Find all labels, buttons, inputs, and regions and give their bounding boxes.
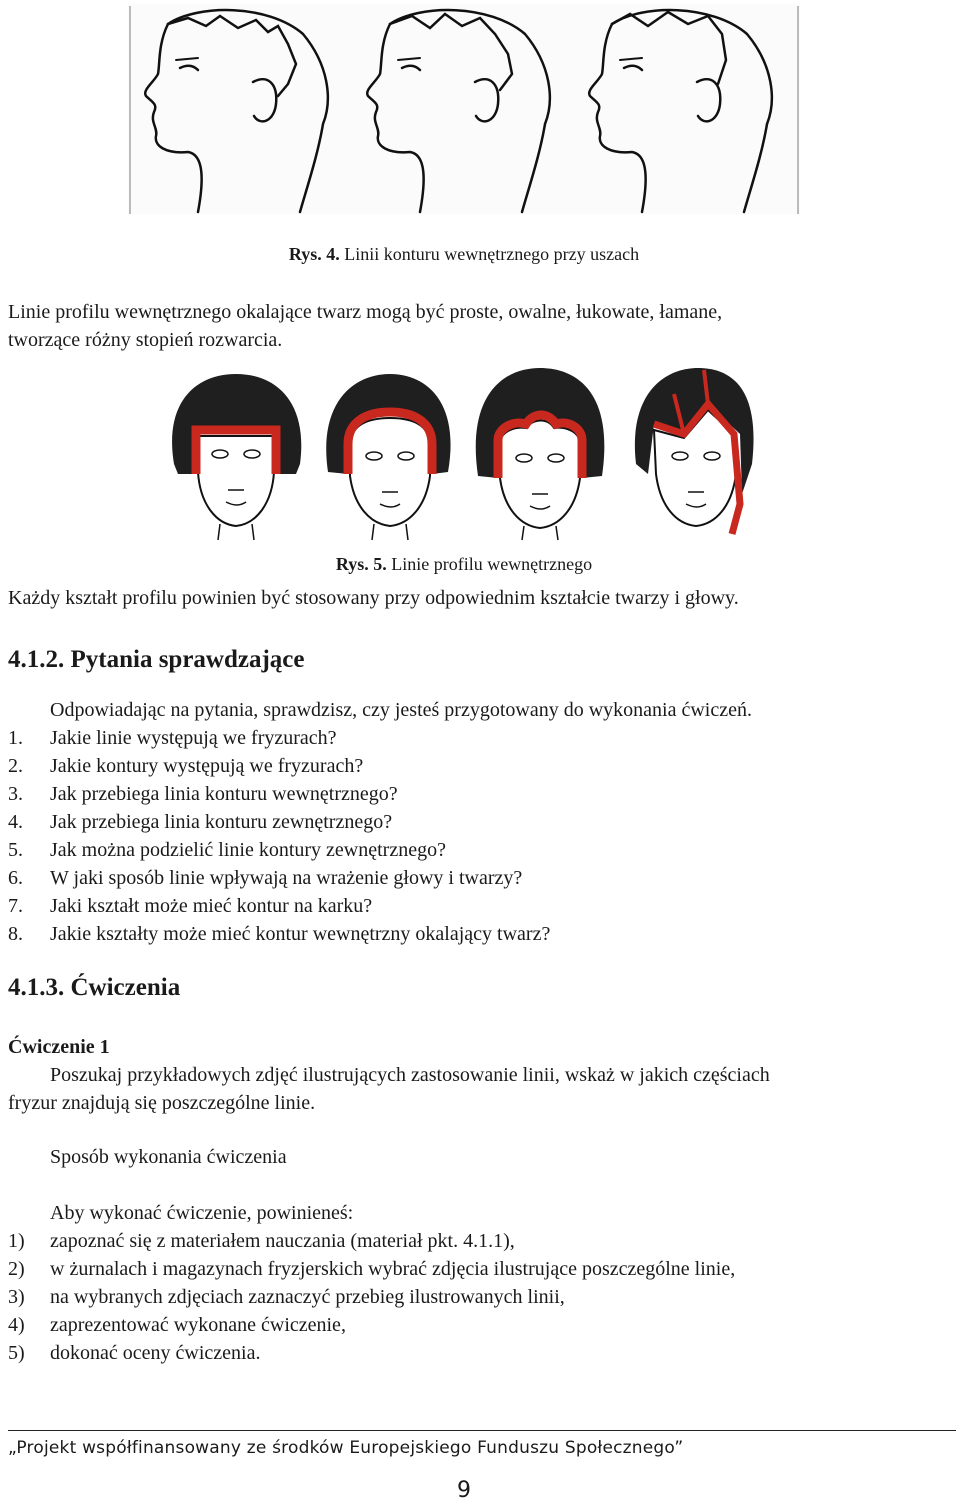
front-head-4 xyxy=(635,368,754,534)
question-text: Jaki kształt może mieć kontur na karku? xyxy=(50,895,373,917)
question-list xyxy=(8,724,550,948)
figure-5-caption xyxy=(0,552,928,576)
step-item xyxy=(8,1283,735,1311)
method-heading: Sposób wykonania ćwiczenia xyxy=(50,1146,287,1168)
question-number: 4. xyxy=(8,811,23,833)
front-head-1 xyxy=(172,374,301,540)
step-number: 4) xyxy=(8,1314,25,1336)
question-item xyxy=(8,724,550,752)
page-number: 9 xyxy=(457,1478,471,1503)
question-text: Jakie kontury występują we fryzurach? xyxy=(50,755,364,777)
step-text: na wybranych zdjęciach zaznaczyć przebieg ilustrowanych linii, xyxy=(50,1286,565,1308)
step-item xyxy=(8,1339,735,1367)
exercise-title: Ćwiczenie 1 xyxy=(8,1036,110,1058)
step-text: zapoznać się z materiałem nauczania (materiał pkt. 4.1.1), xyxy=(50,1230,515,1252)
section-412-title: 4.1.2. Pytania sprawdzające xyxy=(8,646,305,673)
footer-divider xyxy=(8,1430,956,1431)
question-number: 3. xyxy=(8,783,23,805)
footer-text: „Projekt współfinansowany ze środków Europejskiego Funduszu Społecznego” xyxy=(8,1438,684,1458)
question-item xyxy=(8,920,550,948)
question-item xyxy=(8,808,550,836)
question-number: 7. xyxy=(8,895,23,917)
question-text: Jak przebiega linia konturu wewnętrznego? xyxy=(50,783,398,805)
question-item xyxy=(8,892,550,920)
exercise-line-1: Poszukaj przykładowych zdjęć ilustrujących zastosowanie linii, wskaż w jakich częściach xyxy=(50,1064,770,1086)
step-item xyxy=(8,1227,735,1255)
intro-line-2: tworzące różny stopień rozwarcia. xyxy=(8,329,283,351)
figure-5-label: Rys. 5. xyxy=(335,554,387,574)
figure-4-caption-text: Linii konturu wewnętrznego przy uszach xyxy=(344,244,640,264)
step-item xyxy=(8,1311,735,1339)
question-item xyxy=(8,780,550,808)
question-text: Jakie kształty może mieć kontur wewnętrzny okalający twarz? xyxy=(50,923,551,945)
step-number: 5) xyxy=(8,1342,25,1364)
question-number: 5. xyxy=(8,839,23,861)
question-text: Jak można podzielić linie kontury zewnętrznego? xyxy=(50,839,446,861)
steps-intro: Aby wykonać ćwiczenie, powinieneś: xyxy=(50,1202,354,1224)
front-head-3 xyxy=(476,368,605,540)
question-number: 6. xyxy=(8,867,23,889)
exercise-line-2: fryzur znajdują się poszczególne linie. xyxy=(8,1092,316,1114)
steps-list xyxy=(8,1227,735,1367)
figure-4-caption xyxy=(0,242,928,266)
section-413-title: 4.1.3. Ćwiczenia xyxy=(8,974,181,1001)
question-text: Jak przebiega linia konturu zewnętrznego? xyxy=(50,811,393,833)
question-item xyxy=(8,752,550,780)
figure-4-illustration xyxy=(128,4,800,214)
question-number: 8. xyxy=(8,923,23,945)
step-text: zaprezentować wykonane ćwiczenie, xyxy=(50,1314,346,1336)
front-head-2 xyxy=(326,374,450,540)
step-number: 2) xyxy=(8,1258,25,1280)
question-text: W jaki sposób linie wpływają na wrażenie głowy i twarzy? xyxy=(50,867,523,889)
section-412-intro: Odpowiadając na pytania, sprawdzisz, czy jesteś przygotowany do wykonania ćwiczeń. xyxy=(50,699,752,721)
figure-4-label: Rys. 4. xyxy=(288,244,340,264)
step-text: dokonać oceny ćwiczenia. xyxy=(50,1342,261,1364)
step-number: 3) xyxy=(8,1286,25,1308)
question-item xyxy=(8,864,550,892)
question-item xyxy=(8,836,550,864)
figure-5-caption-text: Linie profilu wewnętrznego xyxy=(391,554,593,574)
question-number: 2. xyxy=(8,755,23,777)
shape-text: Każdy kształt profilu powinien być stosowany przy odpowiednim kształcie twarzy i głowy. xyxy=(8,587,739,609)
step-item xyxy=(8,1255,735,1283)
question-number: 1. xyxy=(8,727,23,749)
question-text: Jakie linie występują we fryzurach? xyxy=(50,727,337,749)
intro-line-1: Linie profilu wewnętrznego okalające twarz mogą być proste, owalne, łukowate, łamane, xyxy=(8,301,723,323)
step-text: w żurnalach i magazynach fryzjerskich wybrać zdjęcia ilustrujące poszczególne linie, xyxy=(50,1258,736,1280)
figure-5-illustration xyxy=(164,364,756,540)
step-number: 1) xyxy=(8,1230,25,1252)
